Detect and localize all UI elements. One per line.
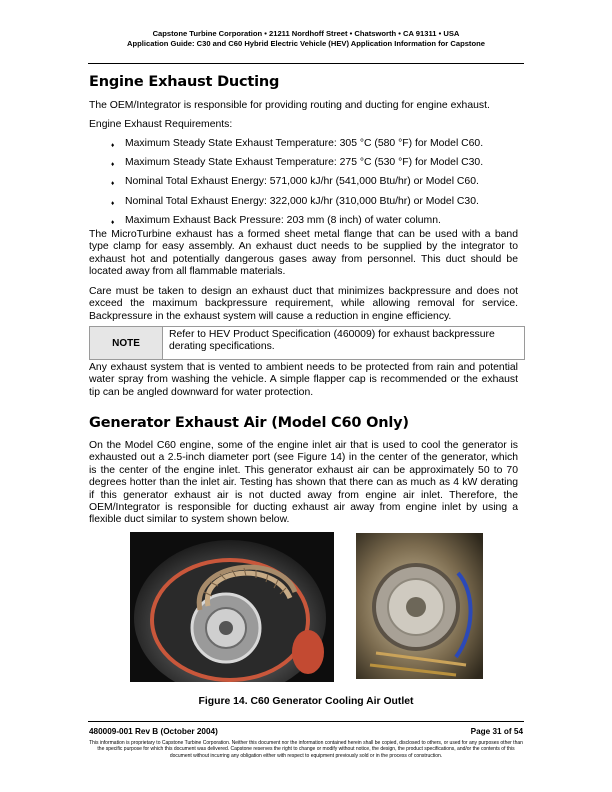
footer-doc-id: 480009-001 Rev B (October 2004): [89, 727, 218, 736]
list-item: ♦ Maximum Steady State Exhaust Temperature: 305 °C (580 °F) for Model C60.: [89, 138, 519, 157]
weather-protection-paragraph: Any exhaust system that is vented to ambient needs to be protected from rain and potential water spray from washing the vehicle. A simple flapper cap is recommended or the exhaust tip can be angled downward for water protection.: [89, 362, 518, 398]
list-item: ♦ Maximum Exhaust Back Pressure: 203 mm (8 inch) of water column.: [89, 215, 519, 234]
flange-paragraph: The MicroTurbine exhaust has a formed sheet metal flange that can be used with a band type clamp for easy assembly. An exhaust duct needs to be supplied by the integrator to exhaust hot and potentially dangerous gases away from personnel. This duct should be located away from all flammable materials.: [89, 229, 518, 278]
requirements-list: [89, 138, 519, 234]
generator-duct-photo: [130, 532, 334, 682]
diamond-bullet-icon: ♦: [111, 180, 115, 188]
footer-rule: [88, 721, 524, 722]
diamond-bullet-icon: ♦: [111, 161, 115, 169]
diamond-bullet-icon: ♦: [111, 199, 115, 207]
intro-paragraph: The OEM/Integrator is responsible for providing routing and ducting for engine exhaust.: [89, 100, 490, 111]
footer-page-number: Page 31 of 54: [470, 727, 523, 736]
requirements-label: Engine Exhaust Requirements:: [89, 119, 233, 130]
footer-legal-notice: This information is proprietary to Capstone Turbine Corporation. Neither this document nor the information contained herein shall be copied, disclosed to others, or used for any purposes other than the specific purpose for which this document was delivered. Capstone reserves the right to change or modify without notice, the design, the product specifications, and/or the contents of this document without incurring any obligation either with respect to equipment previously sold or in the process of construction.: [89, 740, 523, 759]
note-box: [89, 326, 525, 360]
note-text: Refer to HEV Product Specification (460009) for exhaust backpressure derating specifications.: [169, 329, 495, 353]
header-rule: [88, 63, 524, 64]
figure-caption: Figure 14. C60 Generator Cooling Air Outlet: [198, 696, 414, 707]
list-item: ♦ Maximum Steady State Exhaust Temperature: 275 °C (530 °F) for Model C30.: [89, 157, 519, 176]
page-header: [60, 29, 552, 49]
header-guide-line: Application Guide: C30 and C60 Hybrid Electric Vehicle (HEV) Application Information for Capstone: [127, 39, 485, 48]
diamond-bullet-icon: ♦: [111, 142, 115, 149]
generator-paragraph: On the Model C60 engine, some of the engine inlet air that is used to cool the generator is exhausted out a 2.5-inch diameter port (see Figure 14) in the center of the generator, which is the center of the engine inlet. This generator exhaust air can be approximately 50 to 70 degrees hotter than the inlet air. Testing has shown that there can as much as 4 kW derating if this generator exhaust air is not ducted away from engine air inlet. Therefore, the OEM/Integrator is responsible for ducting exhaust air away from engine inlet by using a flexible duct similar to system shown below.: [89, 440, 518, 526]
engine-inlet-photo: [356, 533, 483, 679]
section-heading-generator-exhaust: Generator Exhaust Air (Model C60 Only): [89, 415, 409, 431]
list-item: ♦ Nominal Total Exhaust Energy: 322,000 kJ/hr (310,000 Btu/hr) or Model C30.: [89, 196, 519, 215]
diamond-bullet-icon: ♦: [111, 218, 115, 226]
section-heading-exhaust-ducting: Engine Exhaust Ducting: [89, 74, 280, 90]
header-company-line: Capstone Turbine Corporation • 21211 Nordhoff Street • Chatsworth • CA 91311 • USA: [152, 29, 460, 38]
note-label: NOTE: [90, 327, 163, 359]
list-item: ♦ Nominal Total Exhaust Energy: 571,000 kJ/hr (541,000 Btu/hr) or Model C60.: [89, 176, 519, 195]
backpressure-paragraph: Care must be taken to design an exhaust duct that minimizes backpressure and does not exceed the maximum backpressure requirement, while allowing removal for service. Backpressure in the exhaust system will cause a reduction in engine efficiency.: [89, 286, 518, 322]
